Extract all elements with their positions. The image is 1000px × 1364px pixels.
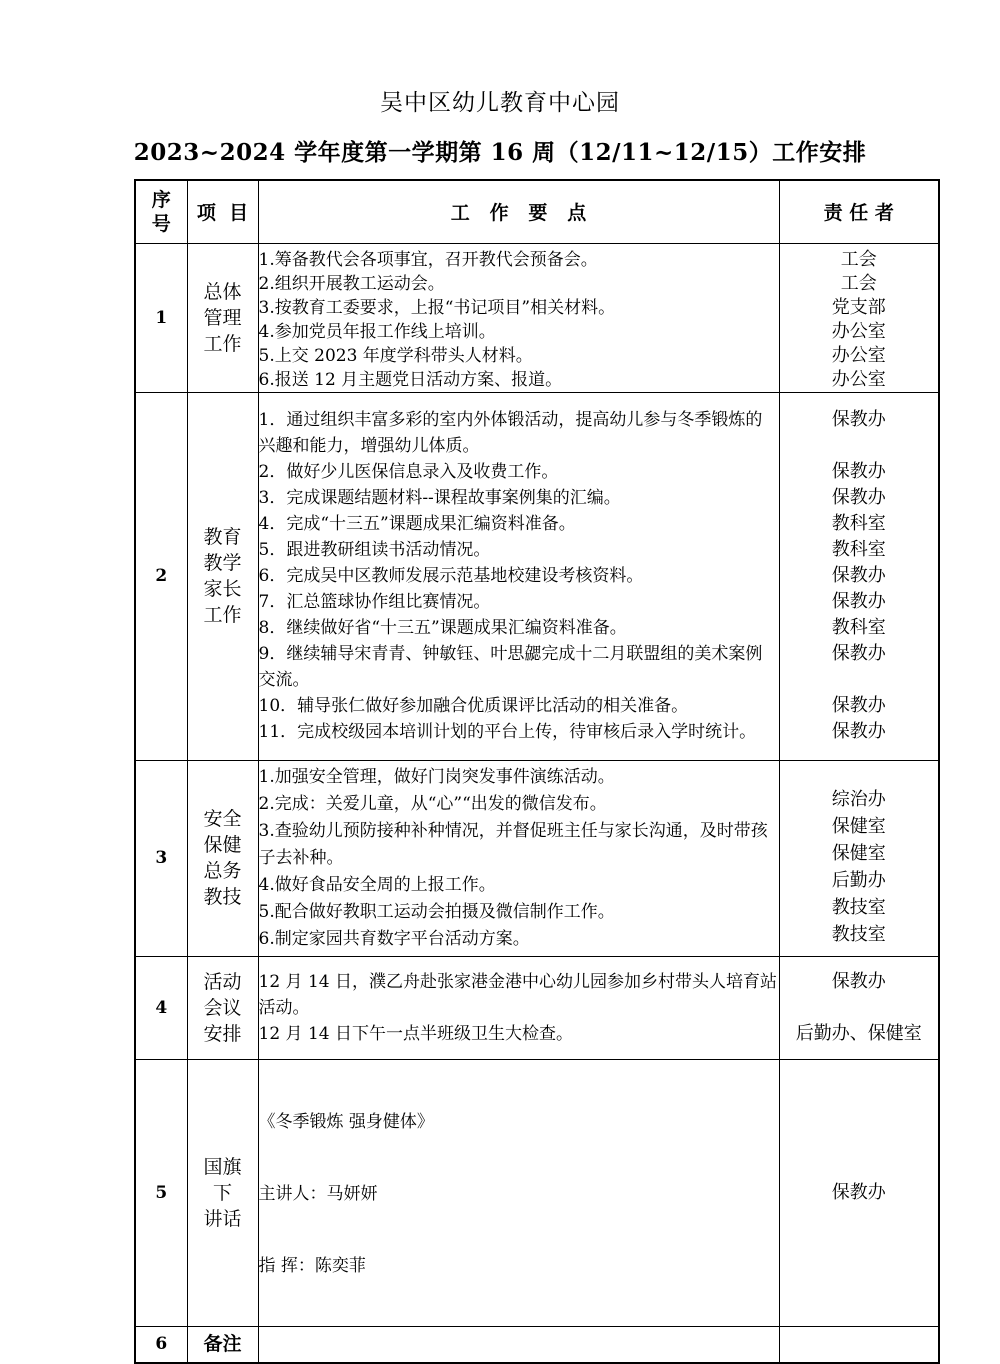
- header-seq-top: 序: [151, 188, 171, 211]
- spacer: [780, 667, 939, 693]
- table-row: [135, 392, 939, 760]
- responsible-party: 工会: [840, 248, 877, 270]
- category-line: 教育: [203, 526, 242, 548]
- header-seq: [135, 180, 187, 243]
- remarks-cell: [258, 1326, 779, 1363]
- work-item: 1.加强安全管理，做好门岗突发事件演练活动。: [258, 766, 615, 787]
- work-item: 4.做好食品安全周的上报工作。: [258, 874, 496, 895]
- row-number: 2: [135, 392, 187, 760]
- responsible-party: 保教办: [831, 643, 886, 664]
- work-item: 3.按教育工委要求，上报“书记项目”相关材料。: [258, 297, 616, 318]
- work-item: 7．汇总篮球协作组比赛情况。: [258, 592, 491, 612]
- work-item: 5．跟进教研组读书活动情况。: [258, 540, 491, 560]
- category-line: 总务: [203, 860, 242, 882]
- responsible-party: 保健室: [831, 843, 886, 864]
- remarks-responsible-cell: [779, 1326, 939, 1363]
- row-items: [258, 243, 779, 392]
- category-line: 家长: [203, 578, 242, 600]
- category-line: 保健: [203, 834, 242, 856]
- category-line: 工作: [203, 332, 242, 355]
- responsible-party: 保教办: [831, 591, 886, 612]
- responsible-party: 工会: [840, 272, 877, 294]
- speech-title: 《冬季锻炼 强身健体》: [258, 1111, 434, 1132]
- spacer: [780, 433, 939, 459]
- responsible-party: 党支部: [831, 296, 886, 318]
- work-item: 2．做好少儿医保信息录入及收费工作。: [258, 462, 559, 482]
- table-header-row: [135, 180, 939, 243]
- category-line: 安排: [203, 1022, 242, 1045]
- table-row: [135, 760, 939, 956]
- responsible-party: 保教办: [831, 721, 886, 742]
- responsible-party: 办公室: [831, 344, 886, 366]
- work-item: 2.组织开展教工运动会。: [258, 273, 445, 294]
- work-item: 6.报送 12 月主题党日活动方案、报道。: [258, 369, 563, 390]
- row-number: 1: [135, 243, 187, 392]
- work-item: 11．完成校级园本培训计划的平台上传，待审核后录入学时统计。: [258, 722, 757, 742]
- work-item: 3．完成课题结题材料--课程故事案例集的汇编。: [258, 488, 621, 508]
- category-line: 备注: [203, 1333, 242, 1356]
- responsible-party: 办公室: [831, 368, 886, 390]
- category-line: 活动: [203, 970, 242, 993]
- row-category: [187, 243, 258, 392]
- work-item: 3.查验幼儿预防接种补种情况，并督促班主任与家长沟通，及时带孩子去补种。: [258, 820, 768, 868]
- row-items: [258, 760, 779, 956]
- category-line: 工作: [203, 604, 242, 626]
- row-responsible: [779, 243, 939, 392]
- responsible-party: 保教办: [831, 565, 886, 586]
- responsible-party: 后勤办、保健室: [795, 1022, 922, 1044]
- row-number: 3: [135, 760, 187, 956]
- table-row: [135, 1326, 939, 1363]
- category-line: 管理: [203, 306, 242, 329]
- work-item: 5.配合做好教职工运动会拍摄及微信制作工作。: [258, 901, 615, 922]
- speaker: 主讲人：马妍妍: [258, 1183, 378, 1204]
- category-line: 安全: [203, 808, 242, 830]
- school-name-title: 吴中区幼儿教育中心园: [380, 90, 620, 116]
- work-item: 6.制定家园共育数字平台活动方案。: [258, 928, 530, 949]
- row-number: 6: [135, 1326, 187, 1363]
- work-item: 10．辅导张仁做好参加融合优质课评比活动的相关准备。: [258, 696, 689, 716]
- row-responsible: [779, 1059, 939, 1326]
- row-category: [187, 392, 258, 760]
- row-number: 5: [135, 1059, 187, 1326]
- header-points: 工 作 要 点: [258, 180, 779, 243]
- responsible-party: 保教办: [831, 1181, 886, 1203]
- responsible-party: 综治办: [831, 789, 886, 810]
- schedule-title: 2023~2024 学年度第一学期第 16 周（12/11~12/15）工作安排: [133, 139, 867, 166]
- table-row: [135, 1059, 939, 1326]
- responsible-party: 保教办: [831, 487, 886, 508]
- row-responsible: [779, 956, 939, 1059]
- row-category: [187, 1326, 258, 1363]
- responsible-party: 教技室: [831, 924, 886, 945]
- work-schedule-table: [134, 179, 940, 1364]
- row-number: 4: [135, 956, 187, 1059]
- work-item: 9．继续辅导宋青青、钟敏钰、叶思勰完成十二月联盟组的美术案例交流。: [258, 644, 763, 690]
- work-item: 8．继续做好省“十三五”课题成果汇编资料准备。: [258, 618, 627, 638]
- work-item: 12 月 14 日，濮乙舟赴张家港金港中心幼儿园参加乡村带头人培育站活动。: [258, 971, 777, 1018]
- work-item: 1.筹备教代会各项事宜，召开教代会预备会。: [258, 249, 598, 270]
- work-item: 5.上交 2023 年度学科带头人材料。: [258, 345, 533, 366]
- category-line: 国旗: [203, 1155, 242, 1178]
- row-responsible: [779, 760, 939, 956]
- work-item: 4．完成“十三五”课题成果汇编资料准备。: [258, 514, 576, 534]
- category-line: 总体: [203, 280, 242, 303]
- responsible-party: 教技室: [831, 897, 886, 918]
- work-item: 6．完成吴中区教师发展示范基地校建设考核资料。: [258, 566, 644, 586]
- category-line: 下: [212, 1181, 232, 1204]
- responsible-party: 保健室: [831, 816, 886, 837]
- table-row: [135, 243, 939, 392]
- responsible-party: 保教办: [831, 409, 886, 430]
- row-items: [258, 1059, 779, 1326]
- header-seq-bottom: 号: [151, 212, 171, 235]
- work-item: 2.完成：关爱儿童，从“心”“出发的微信发布。: [258, 793, 607, 814]
- row-category: [187, 1059, 258, 1326]
- responsible-party: 保教办: [831, 970, 886, 992]
- responsible-party: 教科室: [831, 617, 886, 638]
- category-line: 教学: [203, 552, 242, 574]
- responsible-party: 保教办: [831, 461, 886, 482]
- header-owner: 责 任 者: [779, 180, 939, 243]
- category-line: 讲话: [203, 1207, 242, 1230]
- responsible-party: 办公室: [831, 320, 886, 342]
- responsible-party: 教科室: [831, 513, 886, 534]
- row-items: [258, 392, 779, 760]
- category-line: 会议: [203, 996, 242, 1019]
- work-item: 12 月 14 日下午一点半班级卫生大检查。: [258, 1023, 573, 1044]
- row-category: [187, 760, 258, 956]
- work-item: 1．通过组织丰富多彩的室内外体锻活动，提高幼儿参与冬季锻炼的兴趣和能力，增强幼儿体质。: [258, 410, 763, 456]
- work-item: 4.参加党员年报工作线上培训。: [258, 321, 496, 342]
- table-row: [135, 956, 939, 1059]
- category-line: 教技: [203, 886, 242, 908]
- row-items: [258, 956, 779, 1059]
- responsible-party: 保教办: [831, 695, 886, 716]
- conductor: 指 挥：陈奕菲: [258, 1255, 366, 1276]
- header-project: 项 目: [187, 180, 258, 243]
- row-responsible: [779, 392, 939, 760]
- spacer: [780, 995, 939, 1021]
- responsible-party: 教科室: [831, 539, 886, 560]
- row-category: [187, 956, 258, 1059]
- responsible-party: 后勤办: [831, 870, 886, 891]
